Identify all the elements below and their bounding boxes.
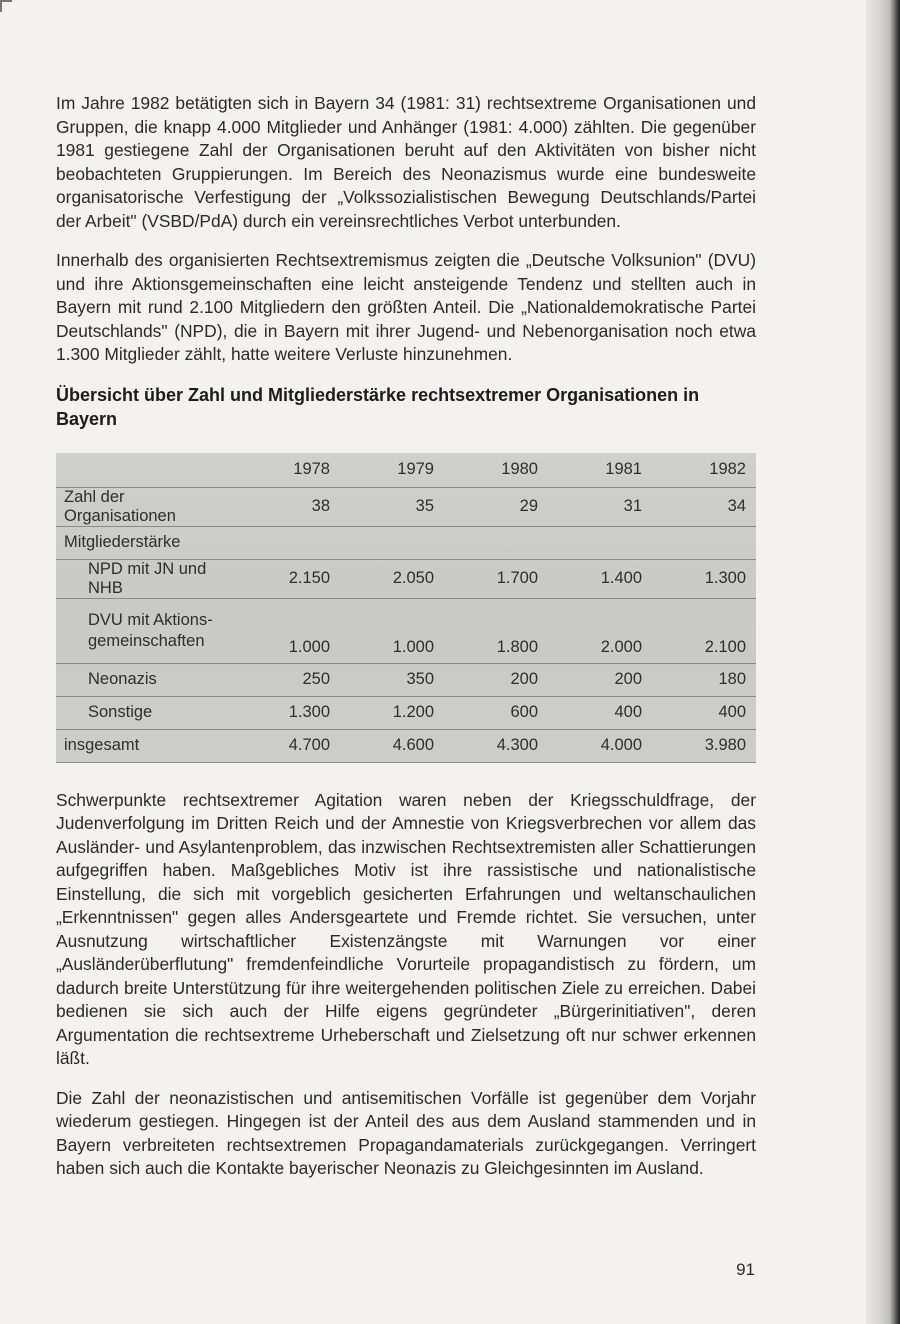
table-cell: 180 [718, 670, 746, 688]
page-content [56, 92, 756, 1197]
table-cell: 38 [311, 497, 330, 515]
table-title: Übersicht über Zahl und Mitgliederstärke rechtsextremer Organisationen in Bayern [56, 384, 700, 429]
table-cell: 4.600 [392, 736, 434, 754]
paragraph-incidents: Die Zahl der neonazistischen und antisemitischen Vorfälle ist gegenüber dem Vorjahr wiederum gestiegen. Hingegen ist der Anteil des aus dem Ausland stammenden und in Bayern verbreiteten rechtsextremen Propagandamaterials zurückgegangen. Verringert haben sich auch die Kontakte bayerischer Neonazis zu Gleichgesinnten im Ausland. [56, 1087, 756, 1178]
row-label: NPD mit JN und NHB [88, 559, 207, 597]
table-cell: 1.000 [288, 637, 330, 656]
year-header: 1982 [709, 460, 746, 478]
row-label: Sonstige [88, 703, 153, 721]
table-cell: 400 [718, 703, 746, 721]
paragraph-dvu-npd: Innerhalb des organisierten Rechtsextremismus zeigten die „Deutsche Volksunion" (DVU) und ihre Aktionsgemeinschaften eine leicht ansteigende Tendenz und stellten auch in Bayern mit rund 2.100 Mitgliedern den größten Anteil. Die „Nationaldemokratische Partei Deutschlands" (NPD), die in Bayern mit ihrer Jugend- und Nebenorganisation noch etwa 1.300 Mitglieder zählt, hatte weitere Verluste hinzunehmen. [56, 250, 756, 364]
table-cell: 400 [614, 703, 642, 721]
table-cell: 600 [510, 703, 538, 721]
table-cell: 35 [415, 497, 434, 515]
page-number: 91 [736, 1260, 755, 1279]
statistics-table-container [56, 453, 756, 763]
table-cell: 1.300 [288, 703, 330, 721]
table-cell: 250 [302, 670, 330, 688]
page-edge-shadow [866, 0, 900, 1324]
table-row-dvu [56, 598, 756, 663]
table-cell: 4.000 [600, 736, 642, 754]
table-header-row [56, 453, 756, 488]
table-cell: 1.200 [392, 703, 434, 721]
row-label-line: gemeinschaften [88, 631, 205, 650]
table-row-membership-heading [56, 526, 756, 559]
year-header: 1978 [293, 460, 330, 478]
table-row-organisations [56, 487, 756, 526]
table-row-other [56, 696, 756, 729]
table-row-npd [56, 559, 756, 598]
table-cell: 34 [727, 497, 746, 515]
table-cell: 2.050 [392, 569, 434, 587]
table-cell: 1.400 [600, 569, 642, 587]
year-header: 1981 [605, 460, 642, 478]
table-cell: 350 [406, 670, 434, 688]
row-label: Neonazis [88, 670, 157, 688]
row-label: insgesamt [64, 736, 140, 754]
table-cell: 200 [614, 670, 642, 688]
table-cell [444, 526, 548, 559]
table-cell [548, 526, 652, 559]
paragraph-intro: Im Jahre 1982 betätigten sich in Bayern 34 (1981: 31) rechtsextreme Organisationen und Gruppen, die knapp 4.000 Mitglieder und Anhänger (1981: 4.000) zählten. Die gegenüber 1981 gestiegene Zahl der Organisationen beruht auf den Aktivitäten von bisher nicht beobachteten Gruppierungen. Im Bereich des Neonazismus wurde eine bundesweite organisatorische Verfestigung der „Volkssozialistischen Bewegung Deutschlands/Partei der Arbeit" (VSBD/PdA) durch ein vereinsrechtliches Verbot unterbunden. [56, 93, 756, 231]
table-cell: 4.300 [496, 736, 538, 754]
table-cell: 2.100 [704, 637, 746, 656]
table-cell: 29 [519, 497, 538, 515]
table-cell: 1.700 [496, 569, 538, 587]
table-cell: 4.700 [288, 736, 330, 754]
table-row-neonazis [56, 663, 756, 696]
row-label [56, 598, 236, 663]
year-header: 1979 [397, 460, 434, 478]
table-cell [340, 526, 444, 559]
row-label: Zahl der Organisationen [64, 487, 176, 525]
table-cell: 3.980 [704, 736, 746, 754]
table-cell: 2.150 [288, 569, 330, 587]
table-cell: 31 [623, 497, 642, 515]
paragraph-agitation: Schwerpunkte rechtsextremer Agitation waren neben der Kriegsschuldfrage, der Judenverfolgung im Dritten Reich und der Amnestie von Kriegsverbrechen vor allem das Ausländer- und Asylantenproblem, das inzwischen Rechtsextremisten aller Schattierungen aufgegriffen haben. Maßgebliches Motiv ist ihre rassistische und nationalistische Einstellung, die sich mit vorgeblich gesicherten Erfahrungen und weltanschaulichen „Erkenntnissen" gegen alles Andersgeartete und Fremde richtet. Sie versuchen, unter Ausnutzung wirtschaftlicher Existenzängste mit Warnungen vor einer „Ausländerüberflutung" fremdenfeindliche Vorurteile propagandistisch zu fördern, um dadurch breite Unterstützung für ihre weitergehenden politischen Ziele zu erreichen. Dabei bedienen sie sich auch der Hilfe eigens gegründeter „Bürgerinitiativen", deren Argumentation die rechtsextreme Urheberschaft und Zielsetzung oft nur schwer erkennen läßt. [56, 789, 756, 1068]
table-header-blank [56, 453, 236, 488]
table-cell: 2.000 [600, 637, 642, 656]
crop-mark [0, 0, 12, 12]
statistics-table [56, 453, 756, 763]
table-cell: 200 [510, 670, 538, 688]
table-row-total [56, 729, 756, 762]
table-cell: 1.300 [704, 569, 746, 587]
table-cell: 1.800 [496, 637, 538, 656]
table-cell: 1.000 [392, 637, 434, 656]
row-label-line: DVU mit Aktions- [88, 610, 213, 629]
table-cell [236, 526, 340, 559]
row-label: Mitgliederstärke [64, 533, 181, 551]
table-cell [652, 526, 756, 559]
year-header: 1980 [501, 460, 538, 478]
